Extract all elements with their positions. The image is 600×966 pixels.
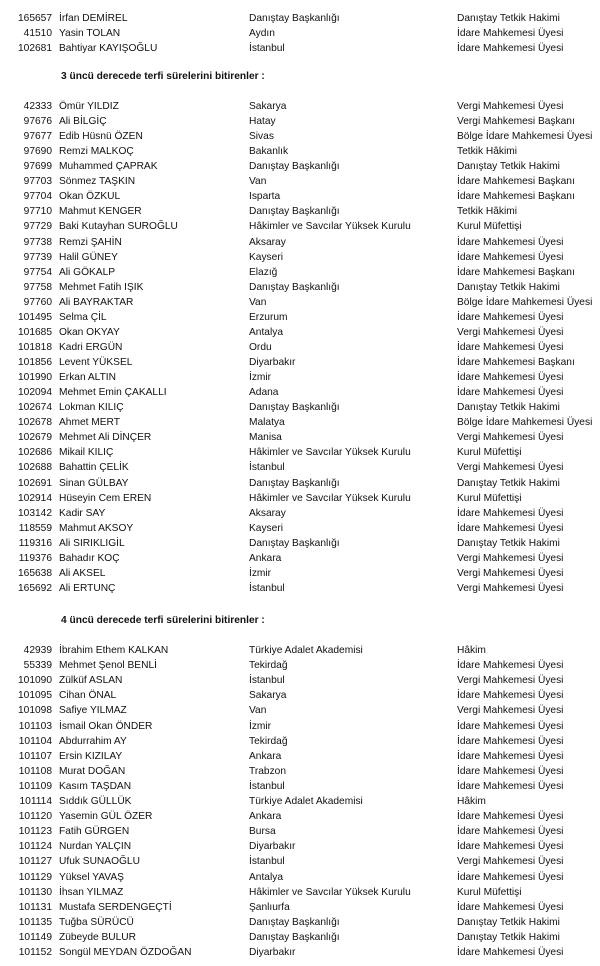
- list-row: [0, 219, 600, 234]
- registry-number: 102681: [18, 43, 52, 54]
- list-row: [0, 370, 600, 385]
- position-title: İdare Mahkemesi Üyesi: [457, 341, 564, 353]
- registry-number: 97738: [23, 236, 52, 248]
- person-name: Ali BİLGİÇ: [59, 116, 107, 128]
- position-title: Danıştay Tetkik Hakimi: [457, 537, 560, 549]
- person-name: Hüseyin Cem EREN: [59, 492, 152, 504]
- position-title: Vergi Mahkemesi Üyesi: [457, 552, 564, 564]
- list-row: [0, 824, 600, 839]
- position-title: Bölge İdare Mahkemesi Üyesi: [457, 417, 593, 429]
- registry-number: 101123: [18, 826, 52, 838]
- assignment-place: Elazığ: [249, 266, 278, 278]
- assignment-place: Isparta: [249, 191, 281, 203]
- registry-number: 101152: [18, 947, 52, 958]
- person-name: Songül MEYDAN ÖZDOĞAN: [59, 947, 192, 958]
- assignment-place: Danıştay Başkanlığı: [249, 281, 340, 293]
- list-row: [0, 235, 600, 250]
- list-row: [0, 870, 600, 885]
- person-name: Ali AKSEL: [59, 567, 106, 579]
- position-title: İdare Mahkemesi Üyesi: [457, 780, 564, 792]
- registry-number: 101131: [18, 901, 52, 913]
- list-row: [0, 536, 600, 551]
- list-row: [0, 491, 600, 506]
- registry-number: 101990: [18, 372, 52, 384]
- person-name: Zülküf ASLAN: [59, 675, 123, 687]
- assignment-place: İstanbul: [249, 780, 285, 792]
- person-name: Ersin KIZILAY: [59, 750, 123, 762]
- position-title: Bölge İdare Mahkemesi Üyesi: [457, 131, 593, 143]
- registry-number: 101127: [18, 856, 52, 868]
- list-row: [0, 809, 600, 824]
- assignment-place: İzmir: [249, 567, 272, 579]
- list-row: [0, 460, 600, 475]
- person-name: Mehmet Emin ÇAKALLI: [59, 387, 167, 399]
- person-name: Remzi MALKOÇ: [59, 146, 134, 158]
- assignment-place: Ankara: [249, 552, 282, 564]
- position-title: Danıştay Tetkik Hakimi: [457, 13, 560, 24]
- registry-number: 97690: [23, 146, 52, 158]
- person-name: İbrahim Ethem KALKAN: [59, 645, 169, 656]
- list-row: [0, 566, 600, 581]
- assignment-place: Aksaray: [249, 507, 286, 519]
- registry-number: 101104: [18, 735, 52, 747]
- position-title: Danıştay Tetkik Hakimi: [457, 161, 560, 173]
- position-title: Vergi Mahkemesi Üyesi: [457, 432, 564, 444]
- list-row: [0, 581, 600, 596]
- person-name: Erkan ALTIN: [59, 372, 116, 384]
- person-name: Cihan ÖNAL: [59, 690, 117, 702]
- list-row: [0, 779, 600, 794]
- list-row: [0, 930, 600, 945]
- position-title: İdare Mahkemesi Üyesi: [457, 28, 564, 39]
- list-row: [0, 945, 600, 960]
- assignment-place: Manisa: [249, 432, 282, 444]
- assignment-place: Malatya: [249, 417, 285, 429]
- list-row: [0, 26, 600, 41]
- person-name: Sıddık GÜLLÜK: [59, 796, 132, 807]
- list-row: [0, 385, 600, 400]
- registry-number: 97729: [23, 221, 52, 233]
- person-name: Mehmet Ali DİNÇER: [59, 432, 152, 444]
- person-name: Mehmet Şenol BENLİ: [59, 660, 157, 672]
- assignment-place: Erzurum: [249, 311, 288, 323]
- list-row: [0, 204, 600, 219]
- assignment-place: Bursa: [249, 826, 276, 838]
- assignment-place: İstanbul: [249, 462, 285, 474]
- assignment-place: Türkiye Adalet Akademisi: [249, 796, 363, 807]
- person-name: Baki Kutayhan SUROĞLU: [59, 221, 178, 233]
- person-name: Abdurrahim AY: [59, 735, 127, 747]
- list-row: [0, 476, 600, 491]
- assignment-place: İstanbul: [249, 43, 285, 54]
- position-title: İdare Mahkemesi Üyesi: [457, 871, 564, 883]
- position-title: İdare Mahkemesi Üyesi: [457, 750, 564, 762]
- person-name: Nurdan YALÇIN: [59, 841, 132, 853]
- person-name: Ufuk SUNAOĞLU: [59, 856, 140, 868]
- list-row: [0, 551, 600, 566]
- person-name: Safiye YILMAZ: [59, 705, 127, 717]
- registry-number: 118559: [18, 522, 52, 534]
- list-row: [0, 265, 600, 280]
- registry-number: 101495: [18, 311, 52, 323]
- assignment-place: Adana: [249, 387, 279, 399]
- person-name: Tuğba SÜRÜCÜ: [59, 916, 134, 928]
- position-title: İdare Mahkemesi Üyesi: [457, 690, 564, 702]
- list-row: [0, 144, 600, 159]
- position-title: Vergi Mahkemesi Üyesi: [457, 101, 564, 112]
- list-row: [0, 310, 600, 325]
- assignment-place: Kayseri: [249, 251, 283, 263]
- registry-number: 97676: [23, 116, 52, 128]
- list-row: [0, 340, 600, 355]
- person-name: Edib Hüsnü ÖZEN: [59, 131, 143, 143]
- list-row: [0, 854, 600, 869]
- position-title: Kurul Müfettişi: [457, 221, 522, 233]
- registry-number: 101098: [18, 705, 52, 717]
- position-title: İdare Mahkemesi Üyesi: [457, 811, 564, 823]
- registry-number: 101124: [18, 841, 52, 853]
- assignment-place: Kayseri: [249, 522, 283, 534]
- position-title: İdare Mahkemesi Üyesi: [457, 372, 564, 384]
- registry-number: 119376: [18, 552, 52, 564]
- registry-number: 97710: [23, 206, 52, 218]
- list-row: [0, 159, 600, 174]
- section-heading: 4 üncü derecede terfi sürelerini bitirenler :: [61, 615, 265, 626]
- registry-number: 97699: [23, 161, 52, 173]
- registry-number: 101856: [18, 357, 52, 369]
- assignment-place: Hâkimler ve Savcılar Yüksek Kurulu: [249, 886, 411, 898]
- assignment-place: Danıştay Başkanlığı: [249, 402, 340, 414]
- person-name: Fatih GÜRGEN: [59, 826, 130, 838]
- person-name: Mehmet Fatih IŞIK: [59, 281, 144, 293]
- registry-number: 165657: [18, 13, 52, 24]
- position-title: İdare Mahkemesi Üyesi: [457, 236, 564, 248]
- assignment-place: Hâkimler ve Savcılar Yüksek Kurulu: [249, 447, 411, 459]
- list-row: [0, 900, 600, 915]
- position-title: İdare Mahkemesi Üyesi: [457, 720, 564, 732]
- position-title: Danıştay Tetkik Hakimi: [457, 281, 560, 293]
- person-name: Mahmut KENGER: [59, 206, 142, 218]
- assignment-place: Diyarbakır: [249, 841, 296, 853]
- person-name: İhsan YILMAZ: [59, 886, 124, 898]
- registry-number: 97703: [23, 176, 52, 188]
- assignment-place: Türkiye Adalet Akademisi: [249, 645, 363, 656]
- assignment-place: İzmir: [249, 720, 272, 732]
- person-name: Ali SIRIKLIGİL: [59, 537, 125, 549]
- list-row: [0, 506, 600, 521]
- position-title: Danıştay Tetkik Hakimi: [457, 402, 560, 414]
- position-title: Vergi Mahkemesi Başkanı: [457, 116, 575, 128]
- list-row: [0, 703, 600, 718]
- position-title: İdare Mahkemesi Başkanı: [457, 191, 575, 203]
- list-row: [0, 189, 600, 204]
- list-row: [0, 673, 600, 688]
- person-name: Selma ÇİL: [59, 311, 107, 323]
- person-name: Levent YÜKSEL: [59, 357, 133, 369]
- registry-number: 102679: [18, 432, 52, 444]
- position-title: Vergi Mahkemesi Üyesi: [457, 462, 564, 474]
- list-row: [0, 521, 600, 536]
- list-row: [0, 764, 600, 779]
- registry-number: 42333: [23, 101, 52, 112]
- registry-number: 97758: [23, 281, 52, 293]
- person-name: Muhammed ÇAPRAK: [59, 161, 158, 173]
- assignment-place: Danıştay Başkanlığı: [249, 13, 340, 24]
- assignment-place: Trabzon: [249, 765, 286, 777]
- position-title: Kurul Müfettişi: [457, 886, 522, 898]
- list-row: [0, 400, 600, 415]
- person-name: Ahmet MERT: [59, 417, 120, 429]
- assignment-place: Hâkimler ve Savcılar Yüksek Kurulu: [249, 221, 411, 233]
- assignment-place: Danıştay Başkanlığı: [249, 537, 340, 549]
- registry-number: 101108: [18, 765, 52, 777]
- person-name: Okan OKYAY: [59, 326, 120, 338]
- person-name: Kadri ERGÜN: [59, 341, 123, 353]
- list-row: [0, 295, 600, 310]
- registry-number: 101114: [19, 796, 52, 807]
- registry-number: 97739: [23, 251, 52, 263]
- person-name: Ali GÖKALP: [59, 266, 116, 278]
- position-title: İdare Mahkemesi Üyesi: [457, 841, 564, 853]
- list-row: [0, 915, 600, 930]
- position-title: Kurul Müfettişi: [457, 492, 522, 504]
- assignment-place: Aydın: [249, 28, 275, 39]
- registry-number: 119316: [18, 537, 52, 549]
- registry-number: 101135: [18, 916, 52, 928]
- list-row: [0, 174, 600, 189]
- registry-number: 102678: [18, 417, 52, 429]
- position-title: İdare Mahkemesi Başkanı: [457, 357, 575, 369]
- registry-number: 102094: [18, 387, 52, 399]
- assignment-place: Van: [249, 705, 267, 717]
- list-row: [0, 749, 600, 764]
- registry-number: 55339: [23, 660, 52, 672]
- assignment-place: Ankara: [249, 811, 282, 823]
- assignment-place: Antalya: [249, 871, 283, 883]
- list-row: [0, 415, 600, 430]
- position-title: İdare Mahkemesi Üyesi: [457, 735, 564, 747]
- list-row: [0, 41, 600, 56]
- list-row: [0, 355, 600, 370]
- registry-number: 41510: [23, 28, 52, 39]
- person-name: Yasemin GÜL ÖZER: [59, 811, 153, 823]
- position-title: Hâkim: [457, 645, 486, 656]
- list-row: [0, 734, 600, 749]
- registry-number: 101149: [18, 931, 52, 943]
- assignment-place: Sakarya: [249, 690, 287, 702]
- assignment-place: Antalya: [249, 326, 283, 338]
- registry-number: 102914: [18, 492, 52, 504]
- list-row: [0, 325, 600, 340]
- position-title: İdare Mahkemesi Üyesi: [457, 947, 564, 958]
- position-title: Vergi Mahkemesi Üyesi: [457, 326, 564, 338]
- registry-number: 97677: [23, 131, 52, 143]
- list-row: [0, 99, 600, 114]
- registry-number: 101107: [18, 750, 52, 762]
- assignment-place: Danıştay Başkanlığı: [249, 931, 340, 943]
- position-title: Danıştay Tetkik Hakimi: [457, 916, 560, 928]
- registry-number: 101685: [18, 326, 52, 338]
- position-title: Danıştay Tetkik Hakimi: [457, 477, 560, 489]
- assignment-place: Tekirdağ: [249, 735, 288, 747]
- assignment-place: İzmir: [249, 372, 272, 384]
- assignment-place: Ordu: [249, 341, 272, 353]
- person-name: Remzi ŞAHİN: [59, 236, 122, 248]
- list-row: [0, 839, 600, 854]
- assignment-place: Ankara: [249, 750, 282, 762]
- position-title: İdare Mahkemesi Üyesi: [457, 826, 564, 838]
- registry-number: 101129: [18, 871, 52, 883]
- person-name: Mikail KILIÇ: [59, 447, 114, 459]
- assignment-place: Şanlıurfa: [249, 901, 290, 913]
- list-row: [0, 430, 600, 445]
- person-name: İsmail Okan ÖNDER: [59, 720, 153, 732]
- person-name: Kadir SAY: [59, 507, 106, 519]
- position-title: İdare Mahkemesi Üyesi: [457, 507, 564, 519]
- person-name: Mustafa SERDENGEÇTİ: [59, 901, 172, 913]
- assignment-place: Hâkimler ve Savcılar Yüksek Kurulu: [249, 492, 411, 504]
- list-row: [0, 114, 600, 129]
- list-row: [0, 445, 600, 460]
- position-title: İdare Mahkemesi Üyesi: [457, 311, 564, 323]
- position-title: İdare Mahkemesi Üyesi: [457, 901, 564, 913]
- position-title: Kurul Müfettişi: [457, 447, 522, 459]
- list-row: [0, 129, 600, 144]
- person-name: Kasım TAŞDAN: [59, 780, 132, 792]
- list-row: [0, 11, 600, 26]
- position-title: İdare Mahkemesi Üyesi: [457, 522, 564, 534]
- assignment-place: İstanbul: [249, 582, 285, 594]
- position-title: Vergi Mahkemesi Üyesi: [457, 582, 564, 594]
- assignment-place: Tekirdağ: [249, 660, 288, 672]
- person-name: Sönmez TAŞKIN: [59, 176, 136, 188]
- position-title: Tetkik Hâkimi: [457, 146, 517, 158]
- person-name: Ali ERTUNÇ: [59, 582, 116, 594]
- registry-number: 101095: [18, 690, 52, 702]
- assignment-place: Aksaray: [249, 236, 286, 248]
- position-title: İdare Mahkemesi Üyesi: [457, 251, 564, 263]
- person-name: Bahadır KOÇ: [59, 552, 120, 564]
- position-title: Vergi Mahkemesi Üyesi: [457, 705, 564, 717]
- person-name: Sinan GÜLBAY: [59, 477, 129, 489]
- person-name: Ali BAYRAKTAR: [59, 296, 134, 308]
- person-name: Bahtiyar KAYIŞOĞLU: [59, 43, 158, 54]
- assignment-place: İstanbul: [249, 856, 285, 868]
- registry-number: 101090: [18, 675, 52, 687]
- position-title: Vergi Mahkemesi Üyesi: [457, 567, 564, 579]
- registry-number: 101109: [18, 780, 52, 792]
- person-name: Zübeyde BULUR: [59, 931, 137, 943]
- registry-number: 102691: [18, 477, 52, 489]
- list-row: [0, 643, 600, 658]
- position-title: Vergi Mahkemesi Üyesi: [457, 856, 564, 868]
- person-name: Bahattin ÇELİK: [59, 462, 129, 474]
- registry-number: 103142: [18, 507, 52, 519]
- position-title: İdare Mahkemesi Üyesi: [457, 660, 564, 672]
- person-name: Halil GÜNEY: [59, 251, 118, 263]
- registry-number: 165692: [18, 582, 52, 594]
- position-title: İdare Mahkemesi Başkanı: [457, 266, 575, 278]
- section-heading: 3 üncü derecede terfi sürelerini bitirenler :: [61, 71, 265, 82]
- assignment-place: Bakanlık: [249, 146, 289, 158]
- position-title: İdare Mahkemesi Üyesi: [457, 387, 564, 399]
- registry-number: 101130: [18, 886, 52, 898]
- list-row: [0, 280, 600, 295]
- person-name: Lokman KILIÇ: [59, 402, 124, 414]
- list-row: [0, 885, 600, 900]
- list-row: [0, 688, 600, 703]
- registry-number: 97760: [23, 296, 52, 308]
- position-title: Tetkik Hâkimi: [457, 206, 517, 218]
- person-name: Okan ÖZKUL: [59, 191, 121, 203]
- registry-number: 102674: [18, 402, 52, 414]
- position-title: İdare Mahkemesi Üyesi: [457, 765, 564, 777]
- list-row: [0, 250, 600, 265]
- assignment-place: Danıştay Başkanlığı: [249, 477, 340, 489]
- registry-number: 101120: [18, 811, 52, 823]
- registry-number: 165638: [18, 567, 52, 579]
- assignment-place: Diyarbakır: [249, 357, 296, 369]
- position-title: Vergi Mahkemesi Üyesi: [457, 675, 564, 687]
- assignment-place: Danıştay Başkanlığı: [249, 206, 340, 218]
- list-row: [0, 719, 600, 734]
- registry-number: 102686: [18, 447, 52, 459]
- person-name: Mahmut AKSOY: [59, 522, 134, 534]
- list-row: [0, 658, 600, 673]
- person-name: İrfan DEMİREL: [59, 13, 128, 24]
- assignment-place: Van: [249, 176, 267, 188]
- assignment-place: Hatay: [249, 116, 276, 128]
- assignment-place: Sakarya: [249, 101, 287, 112]
- registry-number: 42939: [23, 645, 52, 656]
- registry-number: 101818: [18, 341, 52, 353]
- assignment-place: Danıştay Başkanlığı: [249, 916, 340, 928]
- position-title: İdare Mahkemesi Başkanı: [457, 176, 575, 188]
- person-name: Ömür YILDIZ: [59, 101, 119, 112]
- position-title: Hâkim: [457, 796, 486, 807]
- registry-number: 97704: [23, 191, 52, 203]
- position-title: İdare Mahkemesi Üyesi: [457, 43, 564, 54]
- person-name: Murat DOĞAN: [59, 765, 126, 777]
- person-name: Yasin TOLAN: [59, 28, 121, 39]
- position-title: Bölge İdare Mahkemesi Üyesi: [457, 296, 593, 308]
- registry-number: 97754: [23, 266, 52, 278]
- assignment-place: Van: [249, 296, 267, 308]
- assignment-place: Diyarbakır: [249, 947, 296, 958]
- assignment-place: Danıştay Başkanlığı: [249, 161, 340, 173]
- registry-number: 102688: [18, 462, 52, 474]
- position-title: Danıştay Tetkik Hakimi: [457, 931, 560, 943]
- assignment-place: İstanbul: [249, 675, 285, 687]
- person-name: Yüksel YAVAŞ: [59, 871, 124, 883]
- registry-number: 101103: [18, 720, 52, 732]
- assignment-place: Sivas: [249, 131, 274, 143]
- list-row: [0, 794, 600, 809]
